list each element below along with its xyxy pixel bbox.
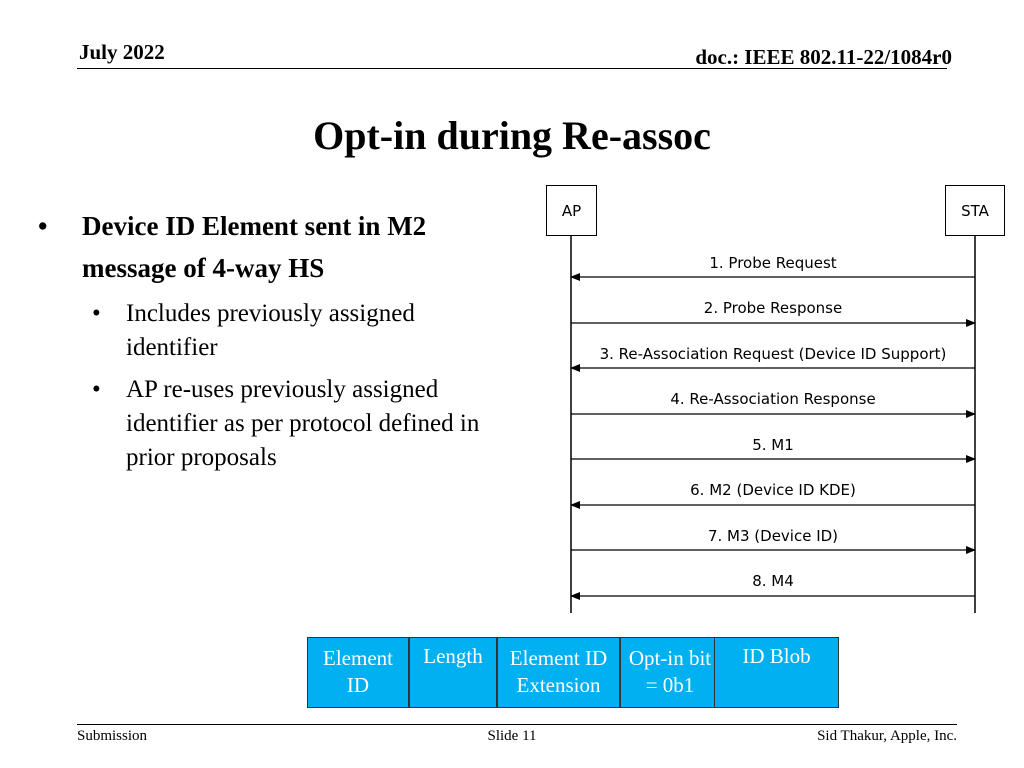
main-bullet-line-2: message of 4-way HS (82, 253, 325, 283)
sta-box (945, 185, 1005, 236)
message-label: 7. M3 (Device ID) (707, 527, 839, 545)
field-length (409, 637, 497, 708)
field-element-id-extension (497, 637, 620, 708)
field-line: ID Blob (742, 644, 811, 668)
message-label: 2. Probe Response (703, 299, 843, 317)
bullet-dot-icon: • (38, 211, 48, 241)
sta-label: STA (961, 202, 989, 220)
header-date: July 2022 (79, 40, 165, 64)
field-opt-in-bit (620, 637, 720, 708)
message-label: 5. M1 (752, 436, 794, 454)
sub-bullet-line: Includes previously assigned (126, 300, 415, 327)
slide-title: Opt-in during Re-assoc (313, 113, 711, 158)
field-line: = 0b1 (645, 673, 695, 697)
message-label: 8. M4 (752, 572, 794, 590)
footer-author: Sid Thakur, Apple, Inc. (817, 728, 957, 744)
message-label: 4. Re-Association Response (670, 390, 876, 408)
field-element-id (307, 637, 409, 708)
field-line: Length (423, 644, 483, 668)
footer-submission: Submission (77, 728, 148, 744)
header-doc-id: doc.: IEEE 802.11-22/1084r0 (695, 45, 952, 69)
field-line: Opt-in bit (628, 646, 712, 670)
field-line: Element ID (509, 646, 608, 670)
message-label: 3. Re-Association Request (Device ID Support) (599, 345, 947, 363)
footer-slide-number: Slide 11 (487, 728, 537, 744)
bullet-dot-icon: • (92, 376, 101, 403)
sub-bullet-line: identifier as per protocol defined in (126, 410, 480, 437)
message-label: 6. M2 (Device ID KDE) (690, 481, 856, 499)
field-id-blob (714, 637, 839, 708)
message-label: 1. Probe Request (709, 254, 837, 272)
ap-label: AP (561, 202, 582, 220)
ap-box (546, 185, 597, 236)
main-bullet-line-1: Device ID Element sent in M2 (82, 211, 427, 241)
footer-rule (77, 724, 957, 725)
field-line: ID (346, 673, 370, 697)
sub-bullet-line: AP re-uses previously assigned (126, 376, 439, 403)
field-line: Extension (516, 673, 601, 697)
sub-bullet-line: identifier (126, 334, 218, 361)
bullet-dot-icon: • (92, 300, 101, 327)
field-line: Element (323, 646, 393, 670)
sub-bullet-line: prior proposals (126, 444, 277, 471)
